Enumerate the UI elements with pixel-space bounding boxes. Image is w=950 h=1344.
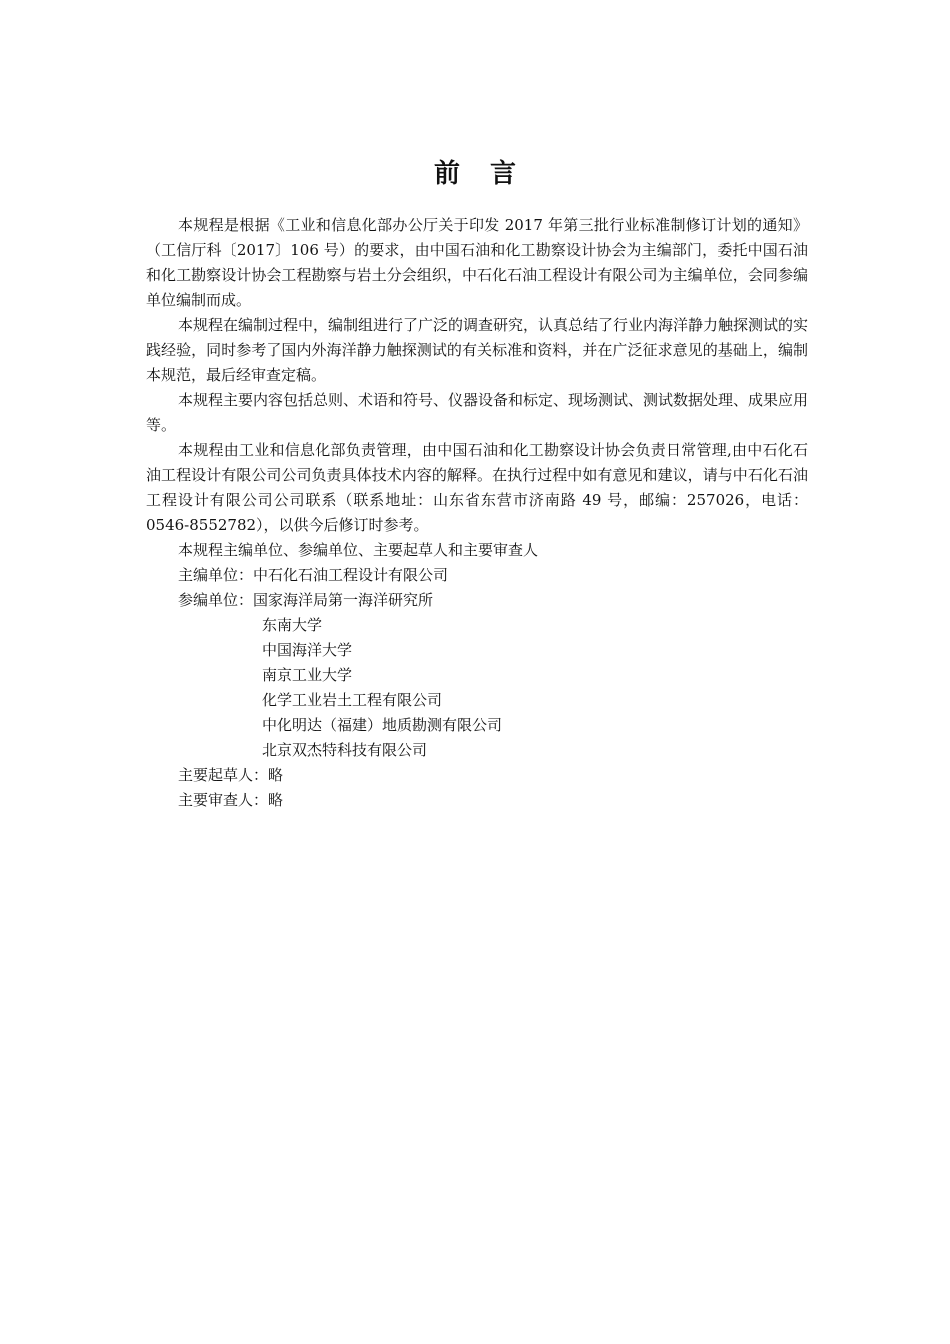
participating-unit: 化学工业岩土工程有限公司	[262, 691, 443, 709]
participating-unit: 中化明达（福建）地质勘测有限公司	[262, 716, 503, 734]
page-title: 前言	[433, 159, 546, 189]
main-reviewers: 主要审查人：略	[178, 791, 284, 809]
participating-unit: 北京双杰特科技有限公司	[262, 741, 428, 759]
chief-unit: 主编单位：中石化石油工程设计有限公司	[178, 566, 449, 584]
preface-paragraph-4: 本规程由工业和信息化部负责管理，由中国石油和化工勘察设计协会负责日常管理,由中石化石油工程设计有限公司公司负责具体技术内容的解释。在执行过程中如有意见和建议，请与中石化石油工程设计有限公司公司联系（联系地址：山东省东营市济南路 49 号，邮编：257026，电话：0546-8552782），以供今后修订时参考。	[146, 441, 808, 534]
participating-unit: 东南大学	[262, 616, 323, 634]
units-heading: 本规程主编单位、参编单位、主要起草人和主要审查人	[178, 541, 539, 559]
preface-paragraph-2: 本规程在编制过程中，编制组进行了广泛的调查研究，认真总结了行业内海洋静力触探测试的实践经验，同时参考了国内外海洋静力触探测试的有关标准和资料，并在广泛征求意见的基础上，编制本规范，最后经审查定稿。	[146, 316, 809, 384]
preface-body	[146, 213, 808, 813]
participating-unit: 南京工业大学	[262, 666, 353, 684]
preface-paragraph-3: 本规程主要内容包括总则、术语和符号、仪器设备和标定、现场测试、测试数据处理、成果应用等。	[146, 391, 809, 434]
participating-unit: 中国海洋大学	[262, 641, 353, 659]
main-drafters: 主要起草人：略	[178, 766, 284, 784]
participating-unit-first: 参编单位：国家海洋局第一海洋研究所	[178, 591, 434, 609]
preface-paragraph-1: 本规程是根据《工业和信息化部办公厅关于印发 2017 年第三批行业标准制修订计划的通知》（工信厅科〔2017〕106 号）的要求，由中国石油和化工勘察设计协会为主编部门，委托中国石油和化工勘察设计协会工程勘察与岩土分会组织，中石化石油工程设计有限公司为主编单位，会同参编单位编制而成。	[146, 216, 808, 309]
